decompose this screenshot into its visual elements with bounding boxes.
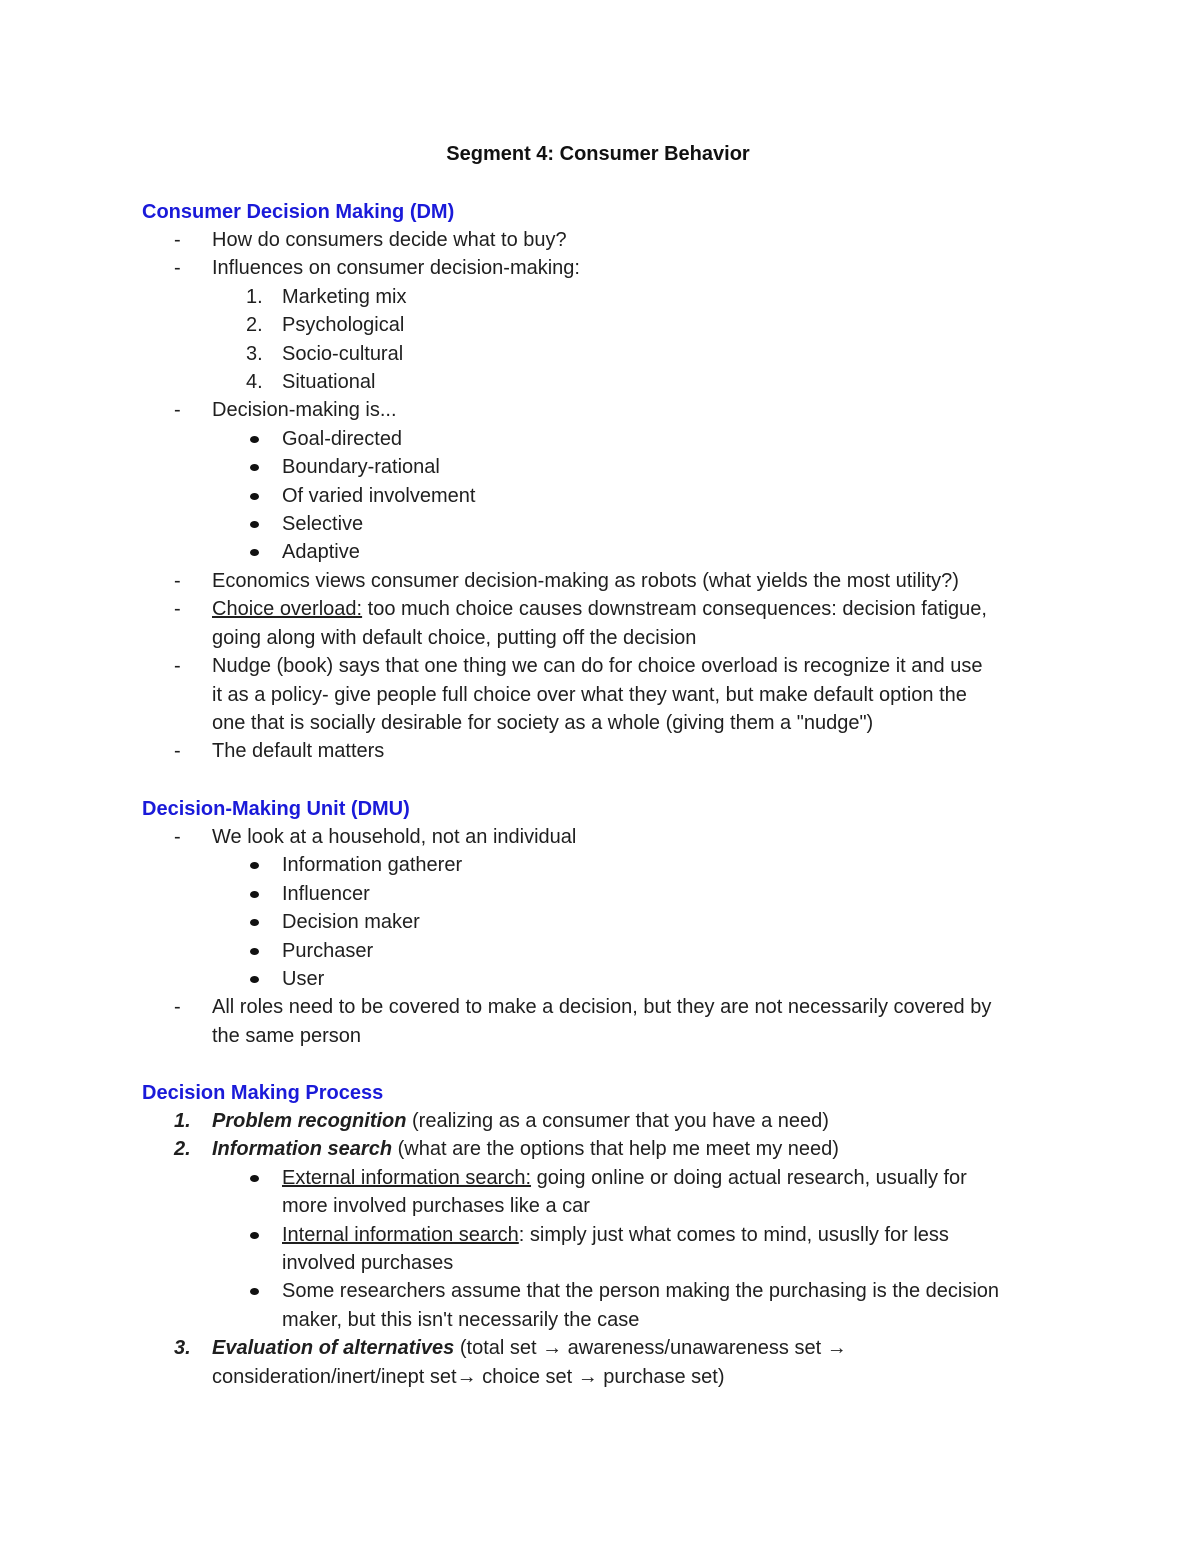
list-item: - All roles need to be covered to make a decision, but they are not necessarily covered by: [142, 993, 1072, 1021]
bullet-item: Decision maker: [142, 908, 1072, 936]
bullet-item: External information search: going online or doing actual research, usually for: [142, 1164, 1072, 1192]
section-consumer-decision-making: [142, 198, 1072, 766]
numbered-item: 1. Marketing mix: [142, 283, 1072, 311]
list-item: - Influences on consumer decision-making:: [142, 254, 1072, 282]
numbered-step: 2. Information search (what are the options that help me meet my need): [142, 1135, 1072, 1163]
list-item-continuation: the same person: [212, 1024, 361, 1047]
number-marker: 1.: [246, 285, 263, 308]
bullet-icon: [250, 948, 259, 955]
numbered-step: 3. Evaluation of alternatives (total set → awareness/unawareness set →: [142, 1334, 1072, 1362]
list-item-nudge: - Nudge (book) says that one thing we can do for choice overload is recognize it and use: [142, 652, 1072, 680]
bullet-icon: [250, 521, 259, 528]
bullet-item: Goal-directed: [142, 425, 1072, 453]
list-item-continuation: it as a policy- give people full choice over what they want, but make default option the: [212, 683, 967, 706]
section-decision-making-unit: [142, 795, 1072, 1050]
numbered-item: 2. Psychological: [142, 311, 1072, 339]
step-number: 2.: [174, 1138, 191, 1161]
step-title: Evaluation of alternatives: [212, 1337, 455, 1360]
step-title: Information search: [212, 1138, 393, 1161]
step-continuation: consideration/inert/inept set→ choice set → purchase set): [212, 1365, 725, 1388]
list-item-choice-overload: - Choice overload: too much choice causes downstream consequences: decision fatigue,: [142, 595, 1072, 623]
step-number: 1.: [174, 1110, 191, 1132]
list-item: - We look at a household, not an individual: [142, 823, 1072, 851]
bullet-item: Selective: [142, 510, 1072, 538]
number-marker: 4.: [246, 371, 263, 394]
numbered-item: 4. Situational: [142, 368, 1072, 396]
bullet-icon: [250, 493, 259, 500]
internal-search-term: Internal information search: [282, 1223, 519, 1246]
dash-marker: -: [174, 569, 181, 592]
bullet-item: Information gatherer: [142, 851, 1072, 879]
bullet-continuation: involved purchases: [282, 1252, 454, 1275]
bullet-item: Adaptive: [142, 538, 1072, 566]
bullet-item: Boundary-rational: [142, 453, 1072, 481]
step-number: 3.: [174, 1337, 191, 1360]
section-heading-dmu: Decision-Making Unit (DMU): [142, 798, 410, 820]
list-item: - Economics views consumer decision-making as robots (what yields the most utility?): [142, 567, 1072, 595]
dash-marker: -: [174, 655, 181, 678]
bullet-item: Some researchers assume that the person making the purchasing is the decision: [142, 1277, 1072, 1305]
bullet-icon: [250, 549, 259, 556]
bullet-continuation: more involved purchases like a car: [282, 1195, 590, 1218]
dash-marker: -: [174, 399, 181, 422]
dash-marker: -: [174, 229, 181, 251]
bullet-item: User: [142, 965, 1072, 993]
list-item: - The default matters: [142, 737, 1072, 765]
bullet-icon: [250, 1232, 259, 1239]
bullet-icon: [250, 1288, 259, 1295]
section-decision-making-process: [142, 1079, 1072, 1391]
number-marker: 2.: [246, 314, 263, 337]
bullet-icon: [250, 1175, 259, 1182]
dash-marker: -: [174, 598, 181, 621]
bullet-icon: [250, 464, 259, 471]
bullet-item: Influencer: [142, 880, 1072, 908]
dash-marker: -: [174, 257, 181, 280]
bullet-icon: [250, 976, 259, 983]
dash-marker: -: [174, 740, 181, 763]
list-item: - Decision-making is...: [142, 396, 1072, 424]
list-item-continuation: one that is socially desirable for society as a whole (giving them a "nudge"): [212, 711, 874, 734]
bullet-icon: [250, 862, 259, 869]
list-item: - How do consumers decide what to buy?: [142, 226, 1072, 254]
external-search-term: External information search:: [282, 1166, 532, 1189]
dash-marker: -: [174, 826, 181, 848]
choice-overload-term: Choice overload:: [212, 598, 363, 621]
bullet-item: Purchaser: [142, 937, 1072, 965]
step-title: Problem recognition: [212, 1110, 407, 1132]
list-item-continuation: going along with default choice, putting off the decision: [212, 626, 697, 649]
bullet-continuation: maker, but this isn't necessarily the case: [282, 1308, 640, 1331]
bullet-icon: [250, 436, 259, 443]
number-marker: 3.: [246, 342, 263, 365]
bullet-icon: [250, 919, 259, 926]
bullet-item: Of varied involvement: [142, 482, 1072, 510]
numbered-item: 3. Socio-cultural: [142, 340, 1072, 368]
bullet-item: Internal information search: simply just what comes to mind, ususlly for less: [142, 1221, 1072, 1249]
numbered-step: 1. Problem recognition (realizing as a consumer that you have a need): [142, 1107, 1072, 1135]
dash-marker: -: [174, 996, 181, 1019]
section-heading-dm: Consumer Decision Making (DM): [142, 201, 455, 223]
bullet-icon: [250, 891, 259, 898]
section-heading-process: Decision Making Process: [142, 1082, 384, 1104]
page-title: Segment 4: Consumer Behavior: [446, 143, 750, 165]
